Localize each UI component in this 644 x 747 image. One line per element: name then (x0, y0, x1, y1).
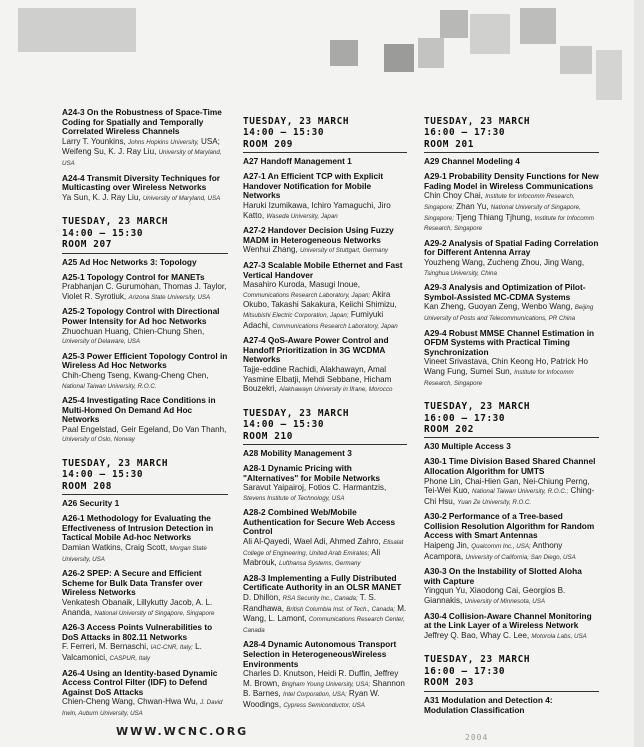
affiliation: Communications Research Center, Canada (243, 616, 405, 634)
scan-artifacts (0, 0, 644, 108)
paper-entry (424, 567, 599, 606)
paper-title: A27-4 QoS-Aware Power Control and Handoff Prioritization in 3G WCDMA Networks (243, 335, 389, 365)
affiliation: Lufthansa Systems, Germany (279, 560, 361, 568)
author-names: Wenhui Zhang, (243, 245, 300, 255)
paper-entry (424, 239, 599, 278)
affiliation: University of Maryland, USA (62, 149, 222, 167)
author-names: Prabhanjan C. Gurumohan, Thomas J. Taylor, Violet R. Syrotiuk, (62, 282, 227, 301)
paper-entry (243, 336, 407, 395)
author-names: Haruki Izumikawa, Ichiro Yamaguchi, Jiro Katto, (243, 201, 391, 220)
session-header (424, 116, 599, 166)
paper-entry (424, 283, 599, 323)
session-title: A28 Mobility Management 3 (243, 447, 352, 458)
paper-entry (62, 514, 228, 564)
affiliation: Institute for Infocomm Research, Singapore; (424, 193, 575, 211)
paper-title: A28-2 Combined Web/Mobile Authentication for Secure Web Access Control (243, 507, 396, 537)
paper-title: A29-3 Analysis and Optimization of Pilot-Symbol-Assisted MC-CDMA Systems (424, 282, 586, 302)
column-right (424, 108, 599, 721)
author-names: Ali Mabrouk, (243, 547, 381, 568)
scan-block (418, 38, 444, 68)
scanned-top-margin (0, 0, 644, 108)
paper-entry (243, 226, 407, 256)
affiliation: Motorola Labs, USA (531, 632, 587, 640)
paper-title: A30-3 On the Instability of Slotted Aloha with Capture (424, 566, 582, 586)
paper-title: A27-3 Scalable Mobile Ethernet and Fast Vertical Handover (243, 259, 403, 280)
author-names: Zhan Yu, (453, 202, 491, 211)
scan-block (520, 8, 556, 44)
author-names: M. Wang, L. Lamont, (243, 603, 407, 624)
paper-title: A29-2 Analysis of Spatial Fading Correlation for Different Antenna Array (424, 237, 599, 258)
author-names: F. Ferreri, M. Bernaschi, (62, 642, 151, 652)
session-divider (243, 444, 407, 445)
paper-authors (243, 669, 407, 710)
affiliation: Brigham Young University, USA; (281, 680, 371, 688)
paper-title: A29-1 Probability Density Functions for New Fading Model in Wireless Communications (424, 171, 599, 191)
affiliation: University of Oslo, Norway (62, 436, 135, 444)
author-names: Fumiyuki Adachi, (243, 309, 384, 330)
author-names: Akira Okubo, Takashi Sakakura, Keiichi Shimizu, (243, 289, 397, 310)
session-time: 16:00 – 17:30 (424, 665, 506, 677)
session-title: A30 Multiple Access 3 (424, 441, 511, 452)
paper-authors (243, 537, 407, 569)
author-names: Ya Sun, K. J. Ray Liu, (62, 192, 143, 202)
paper-entry (62, 669, 228, 719)
author-names: Venkatesh Obanaik, Lillykutty Jacob, A. L. Ananda, (62, 598, 213, 617)
paper-authors (62, 193, 228, 204)
paper-title: A26-3 Access Points Vulnerabilities to DoS Attacks in 802.11 Networks (62, 622, 213, 642)
scan-block (440, 10, 468, 38)
paper-title: A26-4 Using an Identity-based Dynamic Access Control Filter (IDF) to Defend Against DoS Attacks (62, 667, 218, 697)
affiliation: Arizona State University, USA (128, 293, 211, 301)
paper-authors (62, 598, 228, 618)
affiliation: Institute for Infocomm Research, Singapore (424, 214, 594, 233)
session-day: TUESDAY, 23 MARCH (62, 216, 169, 228)
paper-authors (243, 483, 407, 503)
paper-authors (424, 258, 599, 278)
paper-entry (424, 172, 599, 234)
scan-block (18, 8, 136, 52)
session-divider (62, 253, 228, 254)
scan-right-edge (634, 0, 644, 747)
session-day: TUESDAY, 23 MARCH (424, 654, 531, 666)
affiliation: National University of Singapore, Singapore (94, 609, 215, 617)
affiliation: Communications Research Laboratory, Japan (272, 322, 398, 330)
paper-title: A24-4 Transmit Diversity Techniques for Multicasting over Wireless Networks (62, 172, 220, 193)
author-names: Chien-Cheng Wang, Chwan-Hwa Wu, (62, 697, 201, 707)
paper-title: A26-1 Methodology for Evaluating the Effectiveness of Intrusion Detection in Tactical Mobile Ad-hoc Networks (62, 513, 214, 543)
paper-entry (243, 574, 407, 636)
affiliation: Cypress Semiconductor, USA (283, 701, 365, 709)
paper-entry (62, 174, 228, 204)
paper-entry (424, 329, 599, 389)
paper-authors (424, 541, 599, 562)
author-names: Ali Al-Qayedi, Wael Adi, Ahmed Zahro, (243, 537, 384, 547)
author-names: Charles D. Knutson, Heidi R. Duffin, Jeffrey M. Brown, (243, 669, 399, 688)
paper-title: A28-1 Dynamic Pricing with "Alternatives" for Mobile Networks (243, 462, 380, 483)
affiliation: Qualcomm Inc., USA; (471, 543, 531, 551)
paper-title: A27-2 Handover Decision Using Fuzzy MADM in Heterogeneous Networks (243, 225, 394, 245)
author-names: D. Dhillon, (243, 593, 283, 603)
affiliation: CASPUR, Italy (109, 655, 151, 662)
paper-authors (243, 365, 407, 395)
paper-authors (62, 543, 228, 564)
paper-title: A27-1 An Efficient TCP with Explicit Handover Notification for Mobile Networks (243, 171, 384, 201)
session-room: ROOM 210 (243, 430, 293, 442)
affiliation: Communications Research Laboratory, Japan; (243, 291, 371, 299)
paper-authors (62, 282, 228, 302)
session-room: ROOM 208 (62, 480, 112, 492)
affiliation: Stevens Institute of Technology, USA (243, 494, 345, 502)
scan-block (560, 46, 592, 74)
affiliation: Intel Corporation, USA; (283, 691, 347, 699)
author-names: Phone Lin, Chai-Hien Gan, Nei-Chiung Perng, Tei-Wei Kuo, (424, 476, 590, 496)
author-names: Kan Zheng, Guoyan Zeng, Wenbo Wang, (424, 302, 575, 312)
paper-authors (424, 302, 599, 323)
affiliation: University of Delaware, USA (62, 338, 141, 346)
session-room: ROOM 201 (424, 138, 474, 150)
affiliation: University of Maryland, USA (142, 194, 221, 202)
paper-authors (243, 201, 407, 221)
affiliation: Morgan State University, USA (62, 545, 207, 563)
paper-entry (62, 273, 228, 303)
paper-authors (62, 697, 228, 718)
paper-entry (424, 612, 599, 642)
session-room: ROOM 203 (424, 677, 474, 689)
paper-authors (62, 425, 228, 445)
paper-authors (424, 191, 599, 233)
session-day: TUESDAY, 23 MARCH (243, 116, 350, 127)
author-names: Chih-Cheng Tseng, Kwang-Cheng Chen, (62, 370, 209, 380)
paper-entry (424, 512, 599, 562)
paper-authors (424, 357, 599, 388)
author-names: Tajje-eddine Rachidi, Alakhawayn, Amal Yasmine Elbatji, Mehdi Sebbane, Hicham Bouzekri, (243, 364, 392, 394)
footer-url[interactable]: WWW.WCNC.ORG (116, 725, 249, 738)
column-middle (243, 108, 407, 716)
session-time: 14:00 – 15:30 (243, 127, 325, 139)
column-left (62, 108, 228, 724)
author-names: T. S. Randhawa, (243, 593, 376, 613)
affiliation: University of Stuttgart, Germany (300, 247, 389, 255)
affiliation: University of California, San Diego, USA (465, 553, 576, 561)
paper-title: A25-3 Power Efficient Topology Control in Wireless Ad Hoc Networks (62, 350, 228, 371)
affiliation: National Taiwan University, R.O.C.; (471, 488, 569, 496)
author-names: L. Valcamonici, (62, 642, 202, 662)
page-mark: 2004 (465, 733, 489, 742)
paper-authors (424, 631, 599, 642)
session-divider (243, 152, 407, 153)
author-names: Chin Choy Chai, (424, 191, 486, 201)
author-names: Saravut Yaipairoj, Fotios C. Harmantzis, (243, 483, 387, 493)
author-names: Masahiro Kuroda, Masugi Inoue, (243, 280, 360, 290)
affiliation: Institute for Infocomm Research, Singapore (424, 368, 574, 387)
affiliation: Beijing University of Posts and Telecommunications, PR China (424, 304, 594, 322)
author-names: Jeffrey Q. Bao, Whay C. Lee, (424, 630, 532, 640)
paper-title: A29-4 Robust MMSE Channel Estimation in OFDM Systems with Practical Timing Synchronization (424, 327, 595, 357)
paper-authors (62, 642, 228, 663)
session-title: A27 Handoff Management 1 (243, 156, 352, 167)
paper-entry (62, 108, 228, 169)
affiliation: British Columbia Inst. of Tech., Canada; (286, 605, 395, 613)
session-room: ROOM 209 (243, 138, 293, 150)
affiliation: Etisalat College of Engineering, United Arab Emirates; (243, 539, 404, 557)
author-names: Youzheng Wang, Zucheng Zhou, Jing Wang, (424, 257, 585, 267)
session-time: 16:00 – 17:30 (424, 412, 506, 424)
session-title: A26 Security 1 (62, 498, 120, 509)
scan-block (384, 44, 414, 72)
session-room: ROOM 207 (62, 239, 112, 251)
session-header (424, 654, 599, 714)
author-names: Yingqun Yu, Xiaodong Cai, Georgios B. Giannakis, (424, 586, 566, 606)
paper-title: A30-4 Collision-Aware Channel Monitoring at the Link Layer of a Wireless Network (424, 610, 592, 631)
paper-title: A28-4 Dynamic Autonomous Transport Selection in HeterogeneousWireless Environments (243, 639, 397, 669)
affiliation: RSA Security Inc., Canada; (282, 595, 358, 603)
session-divider (424, 152, 599, 153)
paper-authors (62, 371, 228, 391)
session-divider (424, 691, 599, 692)
paper-title: A25-1 Topology Control for MANETs (62, 271, 205, 282)
scan-block (596, 50, 622, 100)
scan-block (470, 14, 510, 54)
paper-authors (424, 477, 599, 508)
paper-entry (243, 261, 407, 331)
session-day: TUESDAY, 23 MARCH (243, 407, 350, 419)
affiliation: National University of Singapore, Singapore; (424, 204, 581, 222)
affiliation: Yuan Ze University, R.O.C. (457, 498, 532, 506)
paper-entry (62, 307, 228, 346)
session-title: A31 Modulation and Detection 4: Modulation Classification (424, 694, 553, 715)
session-time: 14:00 – 15:30 (62, 227, 144, 239)
author-names: Ryan W. Woodings, (243, 689, 380, 709)
session-divider (62, 494, 228, 495)
session-divider (424, 437, 599, 438)
paper-authors (243, 593, 407, 635)
paper-title: A25-4 Investigating Race Conditions in Multi-Homed On Demand Ad Hoc Networks (62, 395, 216, 425)
paper-title: A28-3 Implementing a Fully Distributed Certificate Authority in an OLSR MANET (243, 572, 402, 593)
paper-title: A30-2 Performance of a Tree-based Collision Resolution Algorithm for Random Access with Smart Antennas (424, 511, 595, 541)
paper-authors (243, 245, 407, 256)
session-time: 14:00 – 15:30 (62, 469, 144, 481)
paper-authors (243, 280, 407, 331)
paper-authors (424, 586, 599, 606)
paper-title: A26-2 SPEP: A Secure and Efficient Scheme for Bulk Data Transfer over Wireless Networks (62, 568, 203, 598)
paper-entry (243, 508, 407, 569)
author-names: Anthony Acampora, (424, 541, 563, 561)
session-header (243, 408, 407, 458)
paper-entry (243, 640, 407, 710)
affiliation: Waseda University, Japan (266, 212, 338, 220)
scan-block (330, 40, 358, 66)
author-names: Tjeng Thiang Tjhung, (453, 212, 535, 222)
session-title: A29 Channel Modeling 4 (424, 156, 520, 167)
affiliation: J. David Irwin, Auburn University, USA (62, 699, 223, 717)
author-names: Paal Engelstad, Geir Egeland, Do Van Thanh, (62, 424, 227, 434)
paper-title: A30-1 Time Division Based Shared Channel Allocation Algorithm for UMTS (424, 456, 596, 476)
session-day: TUESDAY, 23 MARCH (424, 116, 531, 127)
author-names: Shannon B. Barnes, (243, 678, 405, 699)
session-header (62, 216, 228, 266)
author-names: Haipeng Jin, (424, 541, 472, 551)
affiliation: National Taiwan University, R.O.C. (62, 382, 157, 390)
author-names: Damian Watkins, Craig Scott, (62, 543, 170, 553)
paper-authors (62, 327, 228, 347)
affiliation: Alakhawayn University in Ifrane, Morocco (279, 386, 393, 394)
session-header (62, 458, 228, 508)
session-day: TUESDAY, 23 MARCH (424, 401, 531, 413)
session-time: 16:00 – 17:30 (424, 127, 506, 139)
session-room: ROOM 202 (424, 423, 474, 435)
session-day: TUESDAY, 23 MARCH (62, 458, 169, 470)
paper-title: A24-3 On the Robustness of Space-Time Coding for Spatially and Temporally Correlated Wireless Channels (62, 107, 222, 137)
paper-title: A25-2 Topology Control with Directional Power Intensity for Ad hoc Networks (62, 306, 220, 326)
affiliation: Johns Hopkins University, (128, 138, 199, 146)
paper-entry (424, 457, 599, 507)
author-names: USA; Weifeng Su, K. J. Ray Liu, (62, 136, 220, 157)
paper-entry (62, 623, 228, 663)
paper-entry (62, 569, 228, 618)
author-names: Vineet Srivastava, Chin Keong Ho, Patrick Ho Wang Fung, Sumei Sun, (424, 357, 589, 376)
affiliation: Tsinghua University, China (424, 269, 497, 277)
paper-entry (62, 352, 228, 391)
session-time: 14:00 – 15:30 (243, 419, 325, 431)
paper-entry (243, 172, 407, 221)
session-title: A25 Ad Hoc Networks 3: Topology (62, 256, 197, 267)
paper-authors (62, 137, 228, 169)
affiliation: University of Minnesota, USA (464, 598, 545, 606)
paper-entry (62, 396, 228, 445)
affiliation: Mitsubishi Electric Corporation, Japan; (243, 311, 349, 319)
session-header (243, 116, 407, 166)
session-header (424, 401, 599, 451)
affiliation: IAC-CNR, Italy; (150, 644, 193, 652)
author-names: Larry T. Younkins, (62, 136, 128, 146)
author-names: Zhuochuan Huang, Chien-Chung Shen, (62, 326, 205, 336)
author-names: Ching-Chi Hsu, (424, 486, 595, 506)
paper-entry (243, 464, 407, 503)
